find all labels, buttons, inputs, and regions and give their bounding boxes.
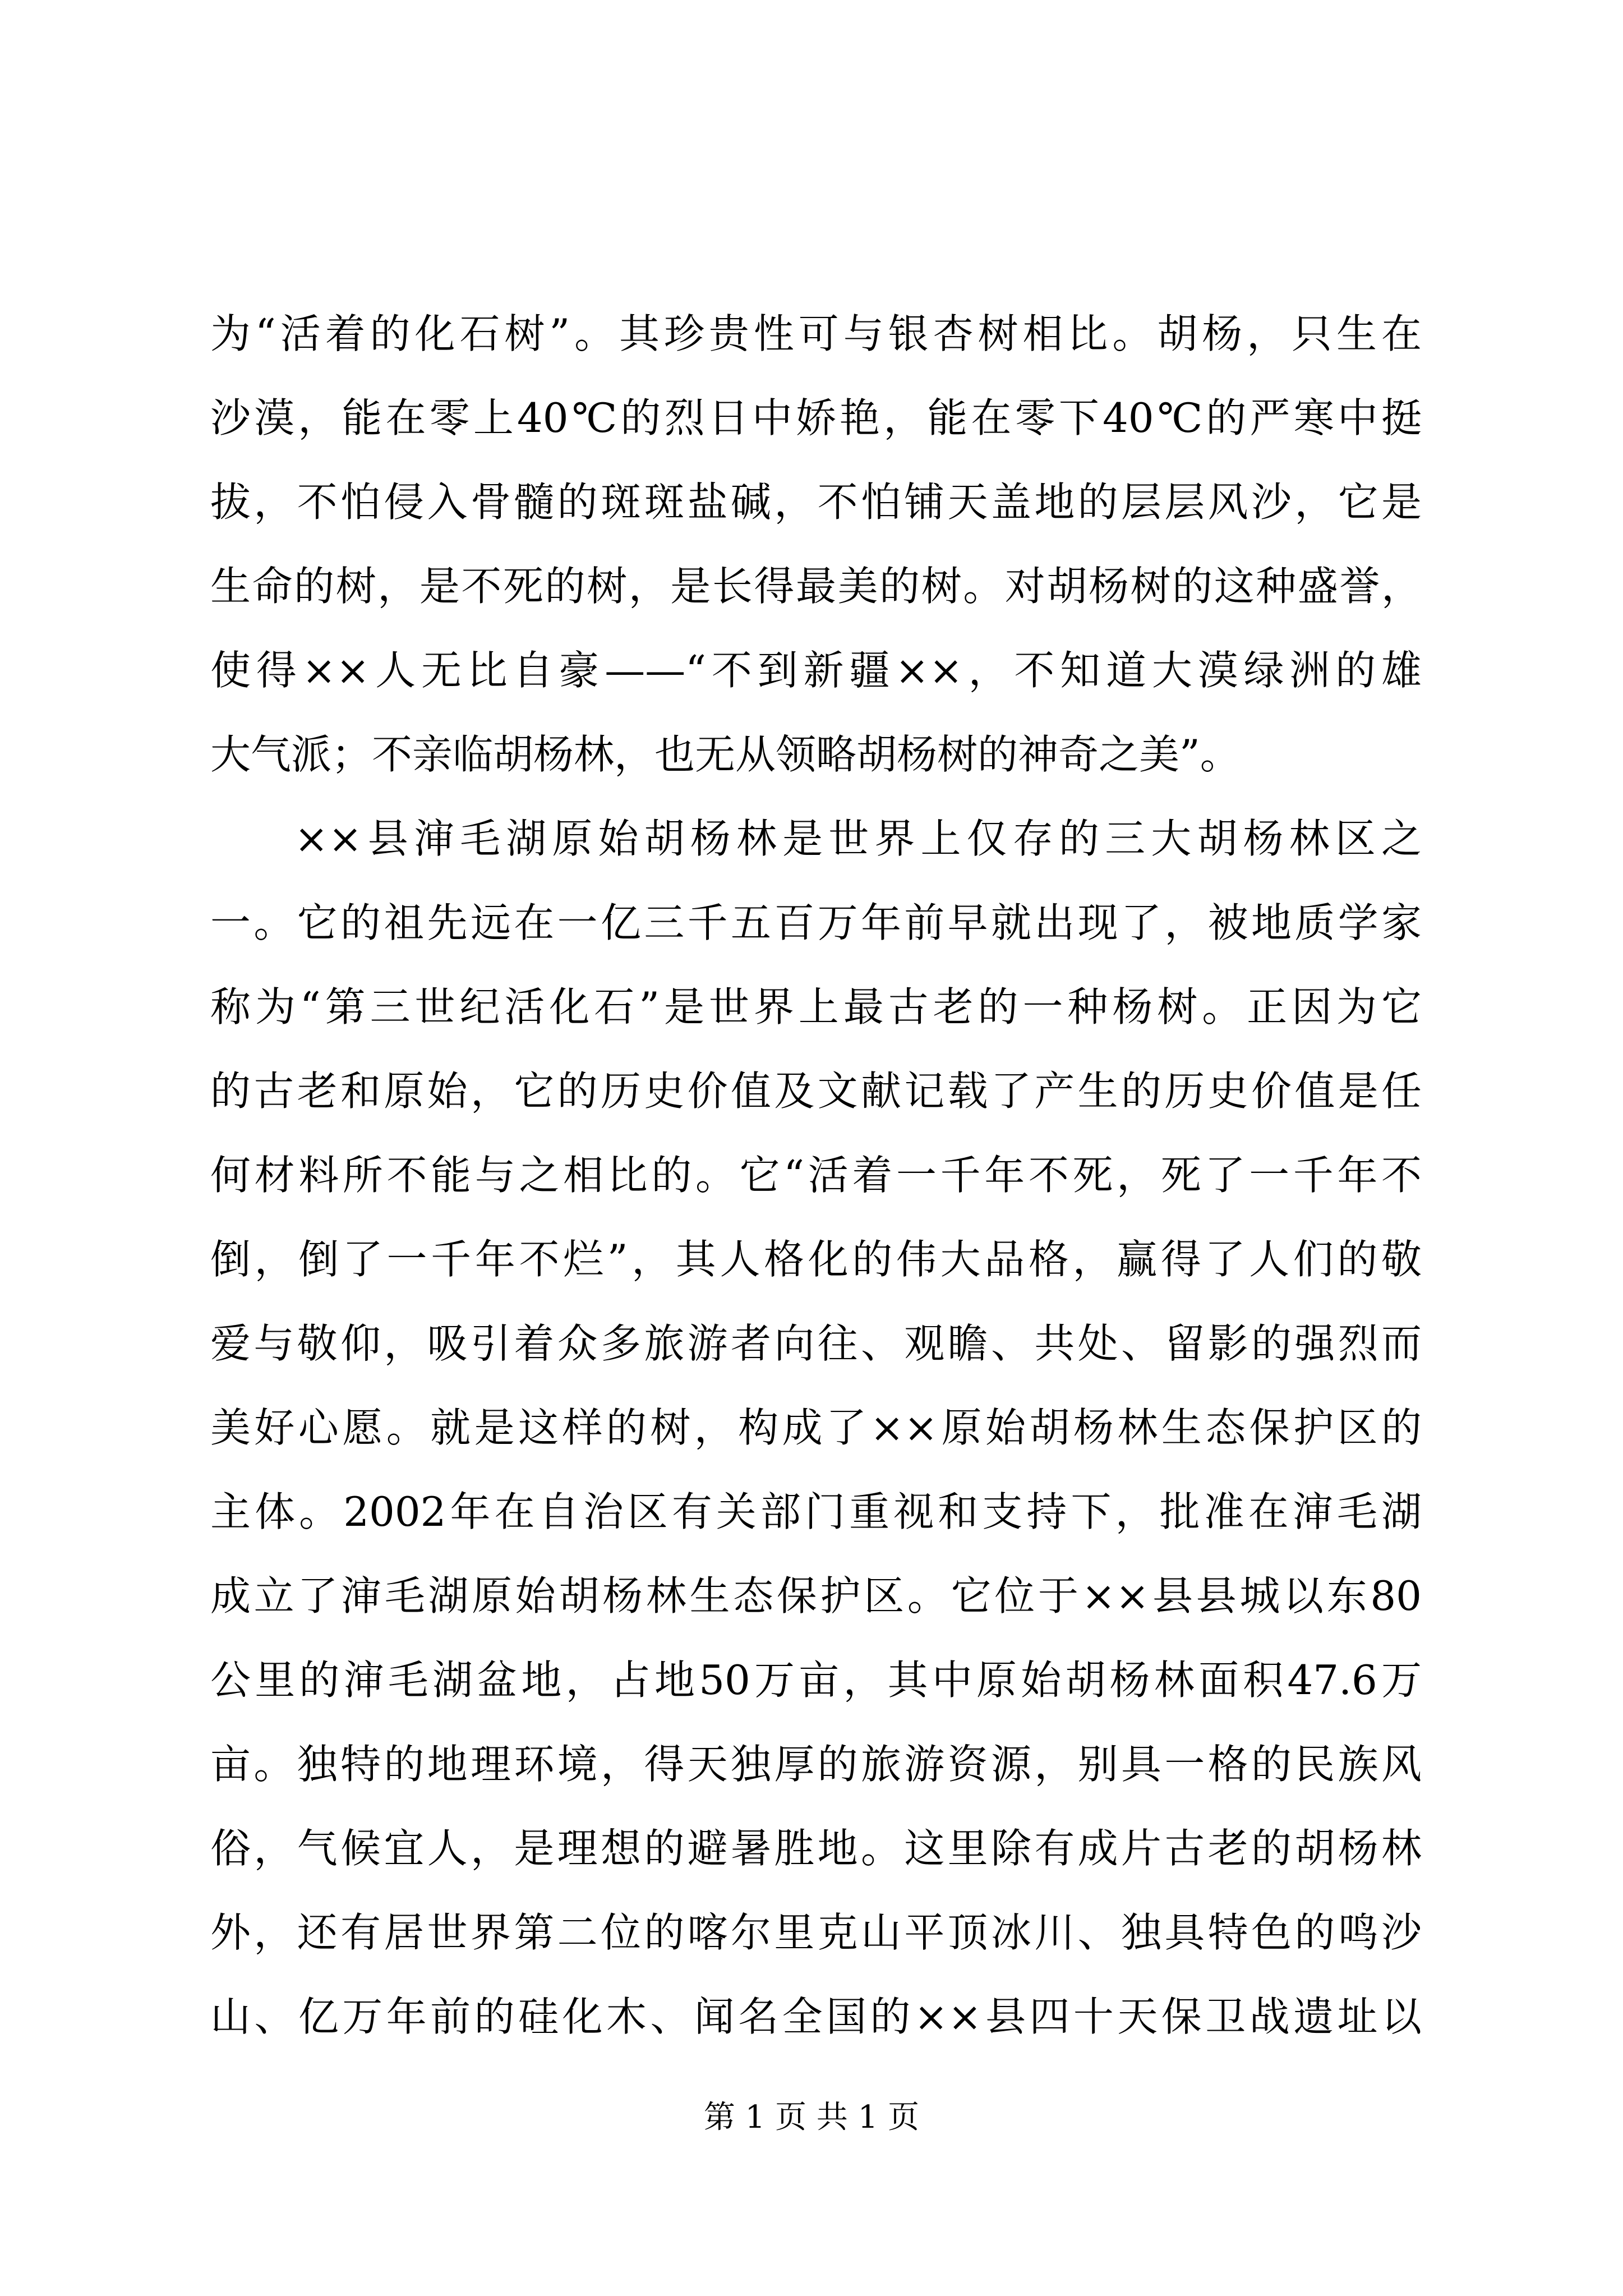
text-line: 爱与敬仰，吸引着众多旅游者向往、观瞻、共处、留影的强烈而 <box>210 1320 1422 1367</box>
paragraph-first-line: ××县渖毛湖原始胡杨林是世界上仅存的三大胡杨林区之 <box>294 815 1422 862</box>
text-line: 的古老和原始，它的历史价值及文献记载了产生的历史价值是任 <box>210 1068 1422 1115</box>
text-line: 外，还有居世界第二位的喀尔里克山平顶冰川、独具特色的鸣沙 <box>210 1909 1422 1956</box>
text-line: 大气派；不亲临胡杨林，也无从领略胡杨树的神奇之美”。 <box>210 731 1241 778</box>
text-line: 美好心愿。就是这样的树，构成了××原始胡杨林生态保护区的 <box>210 1404 1422 1451</box>
text-line: 俗，气候宜人，是理想的避暑胜地。这里除有成片古老的胡杨林 <box>210 1825 1422 1872</box>
text-line: 成立了渖毛湖原始胡杨林生态保护区。它位于××县县城以东80 <box>210 1572 1422 1619</box>
text-line: 为“活着的化石树”。其珍贵性可与银杏树相比。胡杨，只生在 <box>210 310 1422 357</box>
text-line: 倒，倒了一千年不烂”，其人格化的伟大品格，赢得了人们的敬 <box>210 1236 1422 1283</box>
text-line: 称为“第三世纪活化石”是世界上最古老的一种杨树。正因为它 <box>210 983 1422 1030</box>
text-line: 山、亿万年前的硅化木、闻名全国的××县四十天保卫战遗址以 <box>210 1993 1422 2040</box>
text-line: 生命的树，是不死的树，是长得最美的树。对胡杨树的这种盛誉， <box>210 563 1422 610</box>
text-line: 一。它的祖先远在一亿三千五百万年前早就出现了，被地质学家 <box>210 899 1422 946</box>
text-line: 公里的渖毛湖盆地，占地50万亩，其中原始胡杨林面积47.6万 <box>210 1657 1422 1704</box>
text-line: 使得××人无比自豪——“不到新疆××，不知道大漠绿洲的雄 <box>210 647 1422 694</box>
text-line: 亩。独特的地理环境，得天独厚的旅游资源，别具一格的民族风 <box>210 1741 1422 1788</box>
text-line: 何材料所不能与之相比的。它“活着一千年不死，死了一千年不 <box>210 1152 1422 1199</box>
page-number-footer: 第 1 页 共 1 页 <box>703 2099 920 2136</box>
text-line: 拔，不怕侵入骨髓的斑斑盐碱，不怕铺天盖地的层层风沙，它是 <box>210 478 1422 526</box>
text-line: 沙漠，能在零上40℃的烈日中娇艳，能在零下40℃的严寒中挺 <box>210 394 1422 441</box>
document-body <box>210 292 1422 2059</box>
text-line: 主体。2002年在自治区有关部门重视和支持下，批准在渖毛湖 <box>210 1488 1422 1535</box>
